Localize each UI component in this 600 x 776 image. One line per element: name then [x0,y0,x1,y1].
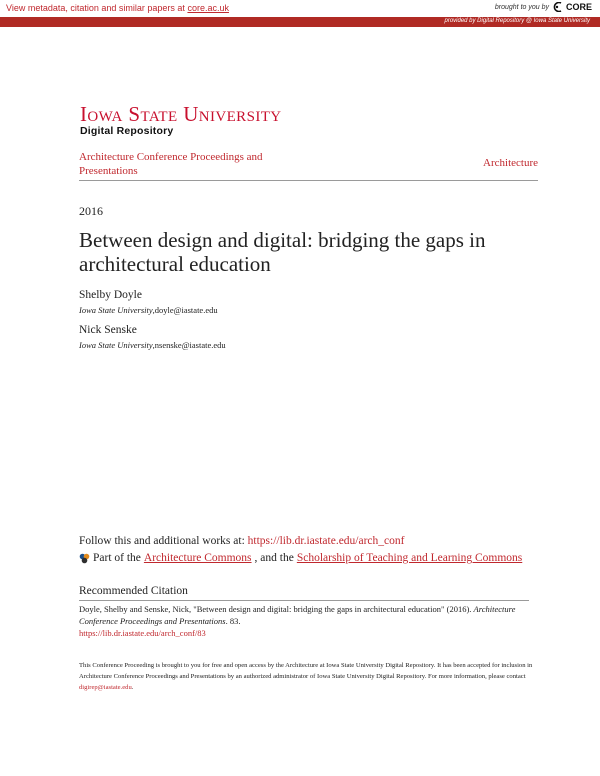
footer-text: This Conference Proceeding is brought to you for free and open access by the Architecture at Iowa State University Digital Repository. It has been accepted for inclusion in Architecture Conference Proceedings and Presentations by an authorized administrator of Iowa State University Digital Repository. For more information, please contact [79,662,533,680]
metadata-link[interactable] [6,3,229,13]
architecture-commons-link[interactable]: Architecture Commons [143,552,252,564]
part-of-middle: , and the [254,552,294,564]
metadata-text: View metadata, citation and similar papers at [6,3,188,13]
affiliation-name: Iowa State University [79,340,153,350]
citation-series: Architecture Conference Proceedings and Presentations [79,604,516,626]
top-bar [0,0,600,17]
follow-line [79,535,404,547]
paper-title: Between design and digital: bridging the gaps in architectural education [79,228,486,276]
part-of-prefix: Part of the [93,552,141,564]
author-name: Nick Senske [79,324,137,336]
recommended-citation-heading: Recommended Citation [79,585,529,601]
university-name: Iowa State University [80,102,282,126]
brought-by-text: brought to you by [494,3,549,11]
core-icon [552,2,563,12]
scholarship-commons-link[interactable]: Scholarship of Teaching and Learning Commons [296,552,523,564]
repository-name: Digital Repository [80,125,174,137]
author-email: nsenske@iastate.edu [154,340,226,350]
citation-text: Doyle, Shelby and Senske, Nick, "Between design and digital: bridging the gaps in architectural education" (2016). [79,604,474,614]
author-affiliation: Iowa State University,nsenske@iastate.edu [79,340,226,350]
citation-number: . 83. [225,616,241,626]
department-link[interactable]: Architecture [483,157,538,169]
author-name: Shelby Doyle [79,289,142,301]
footer-note [79,660,534,693]
citation-url-link[interactable]: https://lib.dr.iastate.edu/arch_conf/83 [79,628,206,638]
follow-label: Follow this and additional works at: [79,535,248,547]
affiliation-name: Iowa State University [79,305,153,315]
contact-email-link[interactable]: digirep@iastate.edu [79,684,132,691]
author-email: doyle@iastate.edu [154,305,218,315]
footer-end: . [131,684,134,691]
series-link[interactable]: Architecture Conference Proceedings and Presentations [79,151,263,177]
provider-bar [0,17,600,27]
core-ac-uk-link[interactable]: core.ac.uk [187,3,229,13]
provided-by-text[interactable]: provided by Digital Repository @ Iowa State University [444,18,590,24]
author-affiliation: Iowa State University,doyle@iastate.edu [79,305,218,315]
core-logo: CORE [565,2,592,12]
series-header [79,150,538,181]
brought-to-you-by[interactable] [495,2,592,12]
citation-block [79,603,529,639]
collection-url-link[interactable]: https://lib.dr.iastate.edu/arch_conf [247,535,405,547]
iowa-state-logo[interactable] [80,104,282,137]
commons-icon [79,553,90,564]
part-of-line [79,552,522,564]
publication-year: 2016 [79,204,103,218]
